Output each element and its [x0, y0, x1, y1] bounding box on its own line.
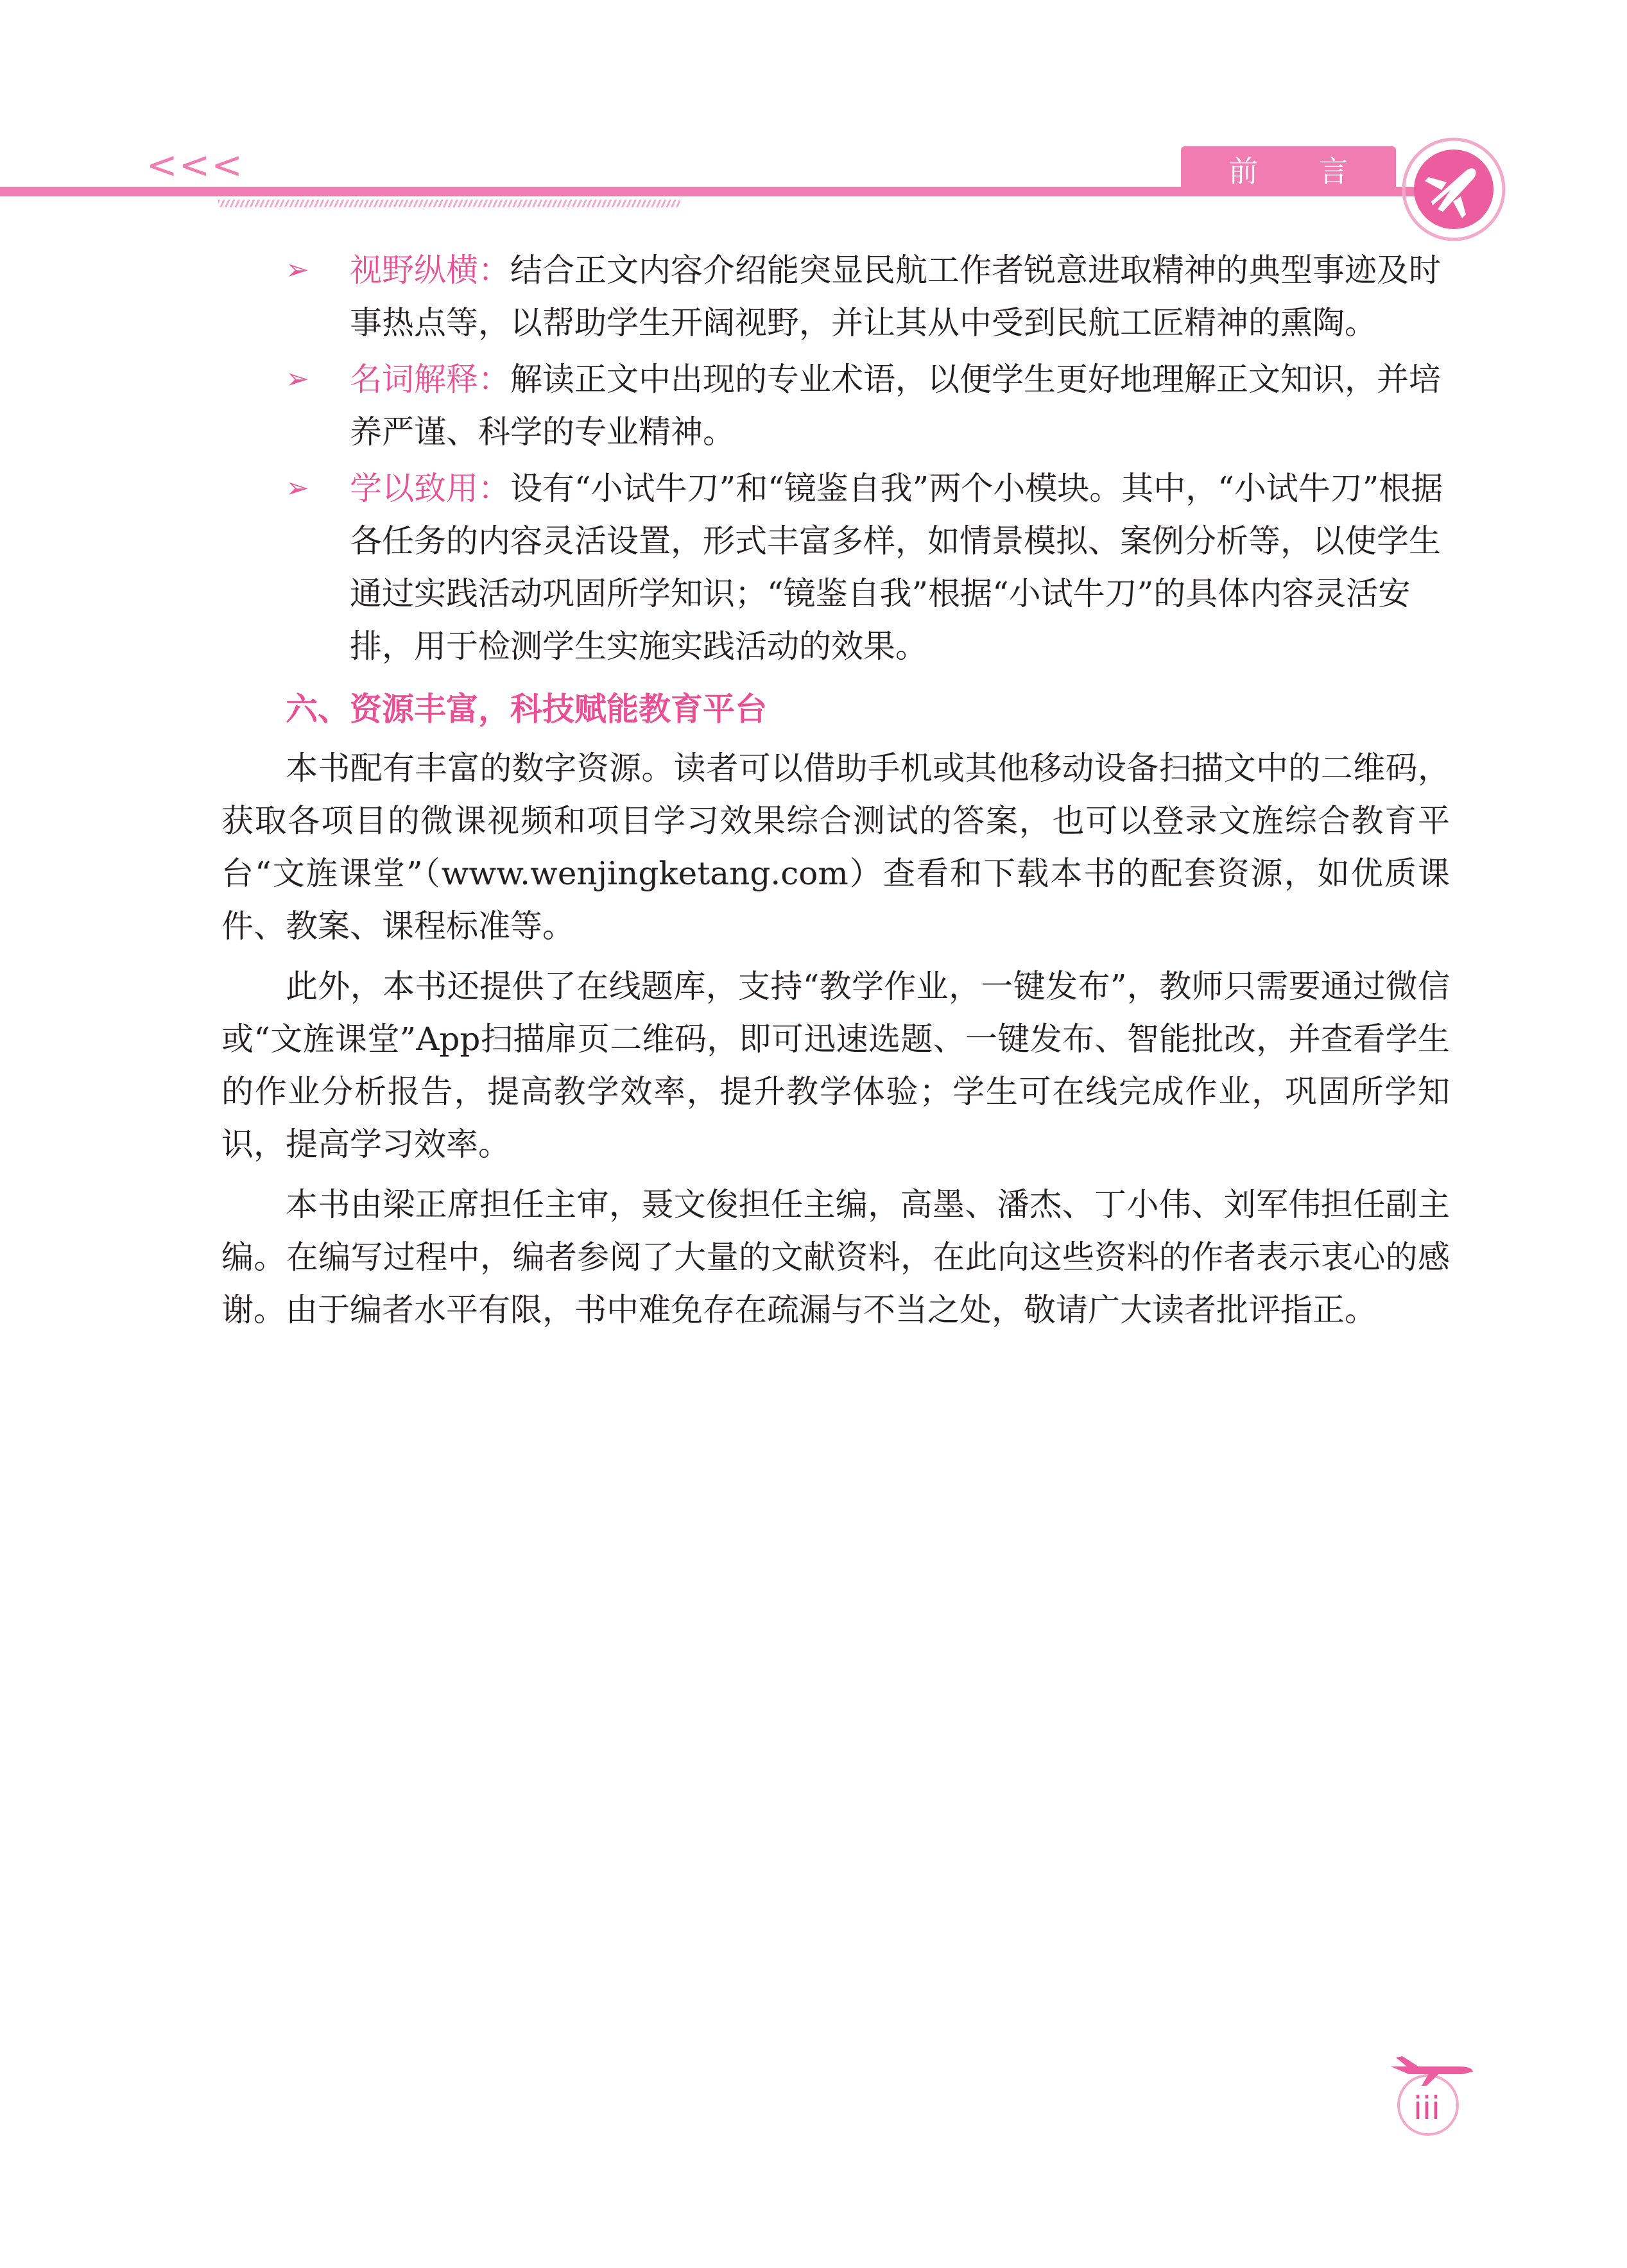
bullet-item	[221, 462, 1450, 673]
body-paragraph: 本书由梁正席担任主审，聂文俊担任主编，高墨、潘杰、丁小伟、刘军伟担任副主编。在编写过程中，编者参阅了大量的文献资料，在此向这些资料的作者表示衷心的感谢。由于编者水平有限，书中难免存在疏漏与不当之处，敬请广大读者批评指正。	[221, 1186, 1450, 1328]
page-header	[0, 0, 1627, 244]
page-body	[221, 244, 1450, 1336]
header-hatch	[218, 200, 680, 207]
bullet-arrow-icon: ➢	[286, 253, 309, 286]
bullet-label: 视野纵横：	[350, 252, 510, 289]
bullet-text: 结合正文内容介绍能突显民航工作者锐意进取精神的典型事迹及时事热点等，以帮助学生开阔视野，并让其从中受到民航工匠精神的熏陶。	[350, 252, 1441, 341]
section-heading: 六、资源丰富，科技赋能教育平台	[286, 691, 767, 728]
bullet-arrow-icon: ➢	[286, 472, 309, 504]
airplane-logo-icon	[1399, 135, 1508, 244]
bullet-label: 学以致用：	[350, 470, 510, 507]
body-paragraph: 本书配有丰富的数字资源。读者可以借助手机或其他移动设备扫描文中的二维码，获取各项目的微课视频和项目学习效果综合测试的答案，也可以登录文旌综合教育平台“文旌课堂”（www.wenjingketang.com）查看和下载本书的配套资源，如优质课件、教案、课程标准等。	[221, 750, 1450, 945]
bullet-arrow-icon: ➢	[286, 363, 309, 395]
body-paragraph: 此外，本书还提供了在线题库，支持“教学作业，一键发布”，教师只需要通过微信或“文旌课堂”App扫描扉页二维码，即可迅速选题、一键发布、智能批改，并查看学生的作业分析报告，提高教学效率，提升教学体验；学生可在线完成作业，巩固所学知识，提高学习效率。	[221, 968, 1450, 1163]
bullet-label: 名词解释：	[350, 361, 510, 398]
chevron-decoration: <<<	[146, 143, 244, 187]
chapter-tab: 前 言	[1181, 146, 1396, 196]
bullet-text: 解读正文中出现的专业术语，以便学生更好地理解正文知识，并培养严谨、科学的专业精神。	[350, 361, 1441, 451]
bullet-text: 设有“小试牛刀”和“镜鉴自我”两个小模块。其中，“小试牛刀”根据各任务的内容灵活设置，形式丰富多样，如情景模拟、案例分析等，以使学生通过实践活动巩固所学知识；“镜鉴自我”根据“小试牛刀”的具体内容灵活安排，用于检测学生实施实践活动的效果。	[350, 470, 1443, 665]
page-number: iii	[1413, 2090, 1440, 2127]
bullet-item	[221, 353, 1450, 458]
bullet-item	[221, 244, 1450, 349]
